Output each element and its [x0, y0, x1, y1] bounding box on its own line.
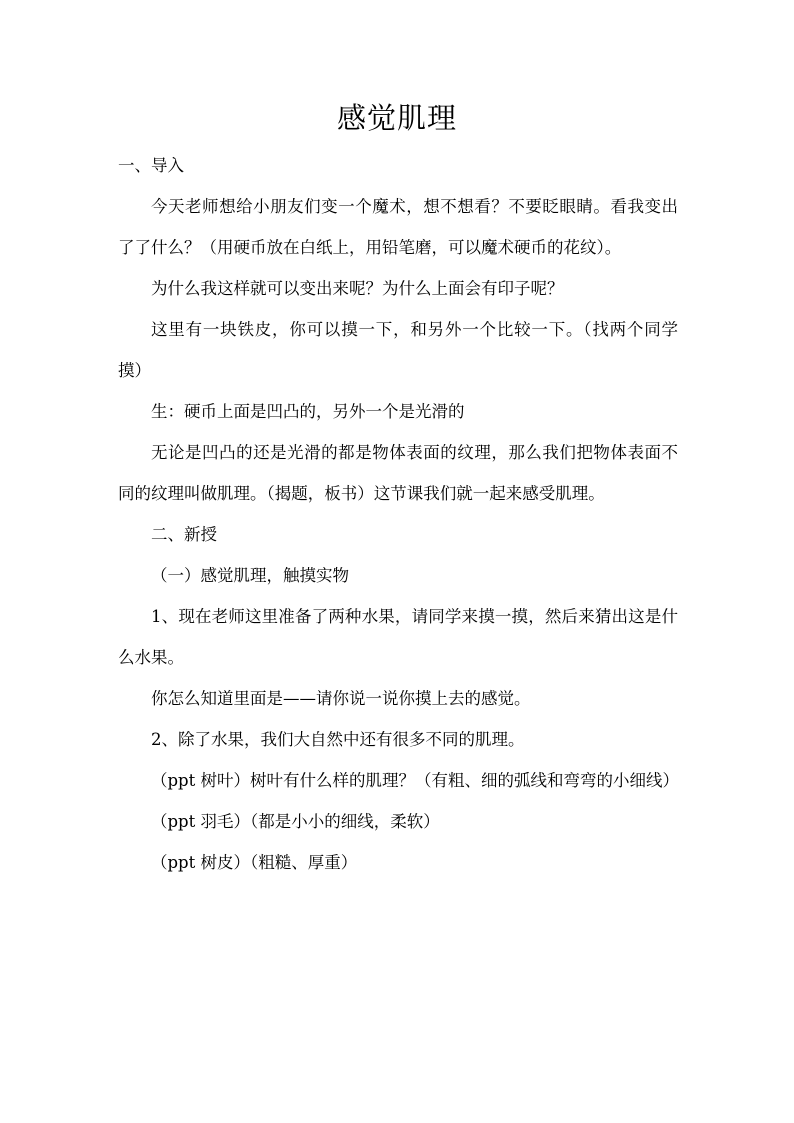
paragraph: 你怎么知道里面是——请你说一说你摸上去的感觉。: [151, 689, 531, 708]
paragraph: 今天老师想给小朋友们变一个魔术，想不想看？不要眨眼睛。看我变出了了什么？（用硬币放在白纸上，用铅笔磨，可以魔术硬币的花纹）。: [118, 197, 678, 257]
subsection-heading: （一）感觉肌理，触摸实物: [151, 566, 349, 585]
paragraph: （ppt 羽毛）（都是小小的细线，柔软）: [151, 812, 440, 831]
paragraph: 1、现在老师这里准备了两种水果，请同学来摸一摸，然后来猜出这是什么水果。: [118, 607, 678, 667]
paragraph: 生：硬币上面是凹凸的，另外一个是光滑的: [151, 402, 465, 421]
paragraph: （ppt 树皮）（粗糙、厚重）: [151, 853, 358, 872]
paragraph: 为什么我这样就可以变出来呢？为什么上面会有印子呢？: [151, 279, 564, 298]
section-heading-intro: 一、导入: [118, 156, 184, 175]
paragraph: 无论是凹凸的还是光滑的都是物体表面的纹理，那么我们把物体表面不同的纹理叫做肌理。（揭题，板书）这节课我们就一起来感受肌理。: [118, 443, 678, 503]
paragraph: （ppt 树叶）树叶有什么样的肌理？（有粗、细的弧线和弯弯的小细线）: [151, 771, 679, 790]
document-body: [118, 145, 678, 883]
section-heading-new-lesson: 二、新授: [151, 525, 217, 544]
paragraph: 2、除了水果，我们大自然中还有很多不同的肌理。: [151, 730, 525, 749]
document-title: 感觉肌理: [336, 101, 457, 135]
paragraph: 这里有一块铁皮，你可以摸一下，和另外一个比较一下。（找两个同学摸）: [118, 320, 678, 380]
